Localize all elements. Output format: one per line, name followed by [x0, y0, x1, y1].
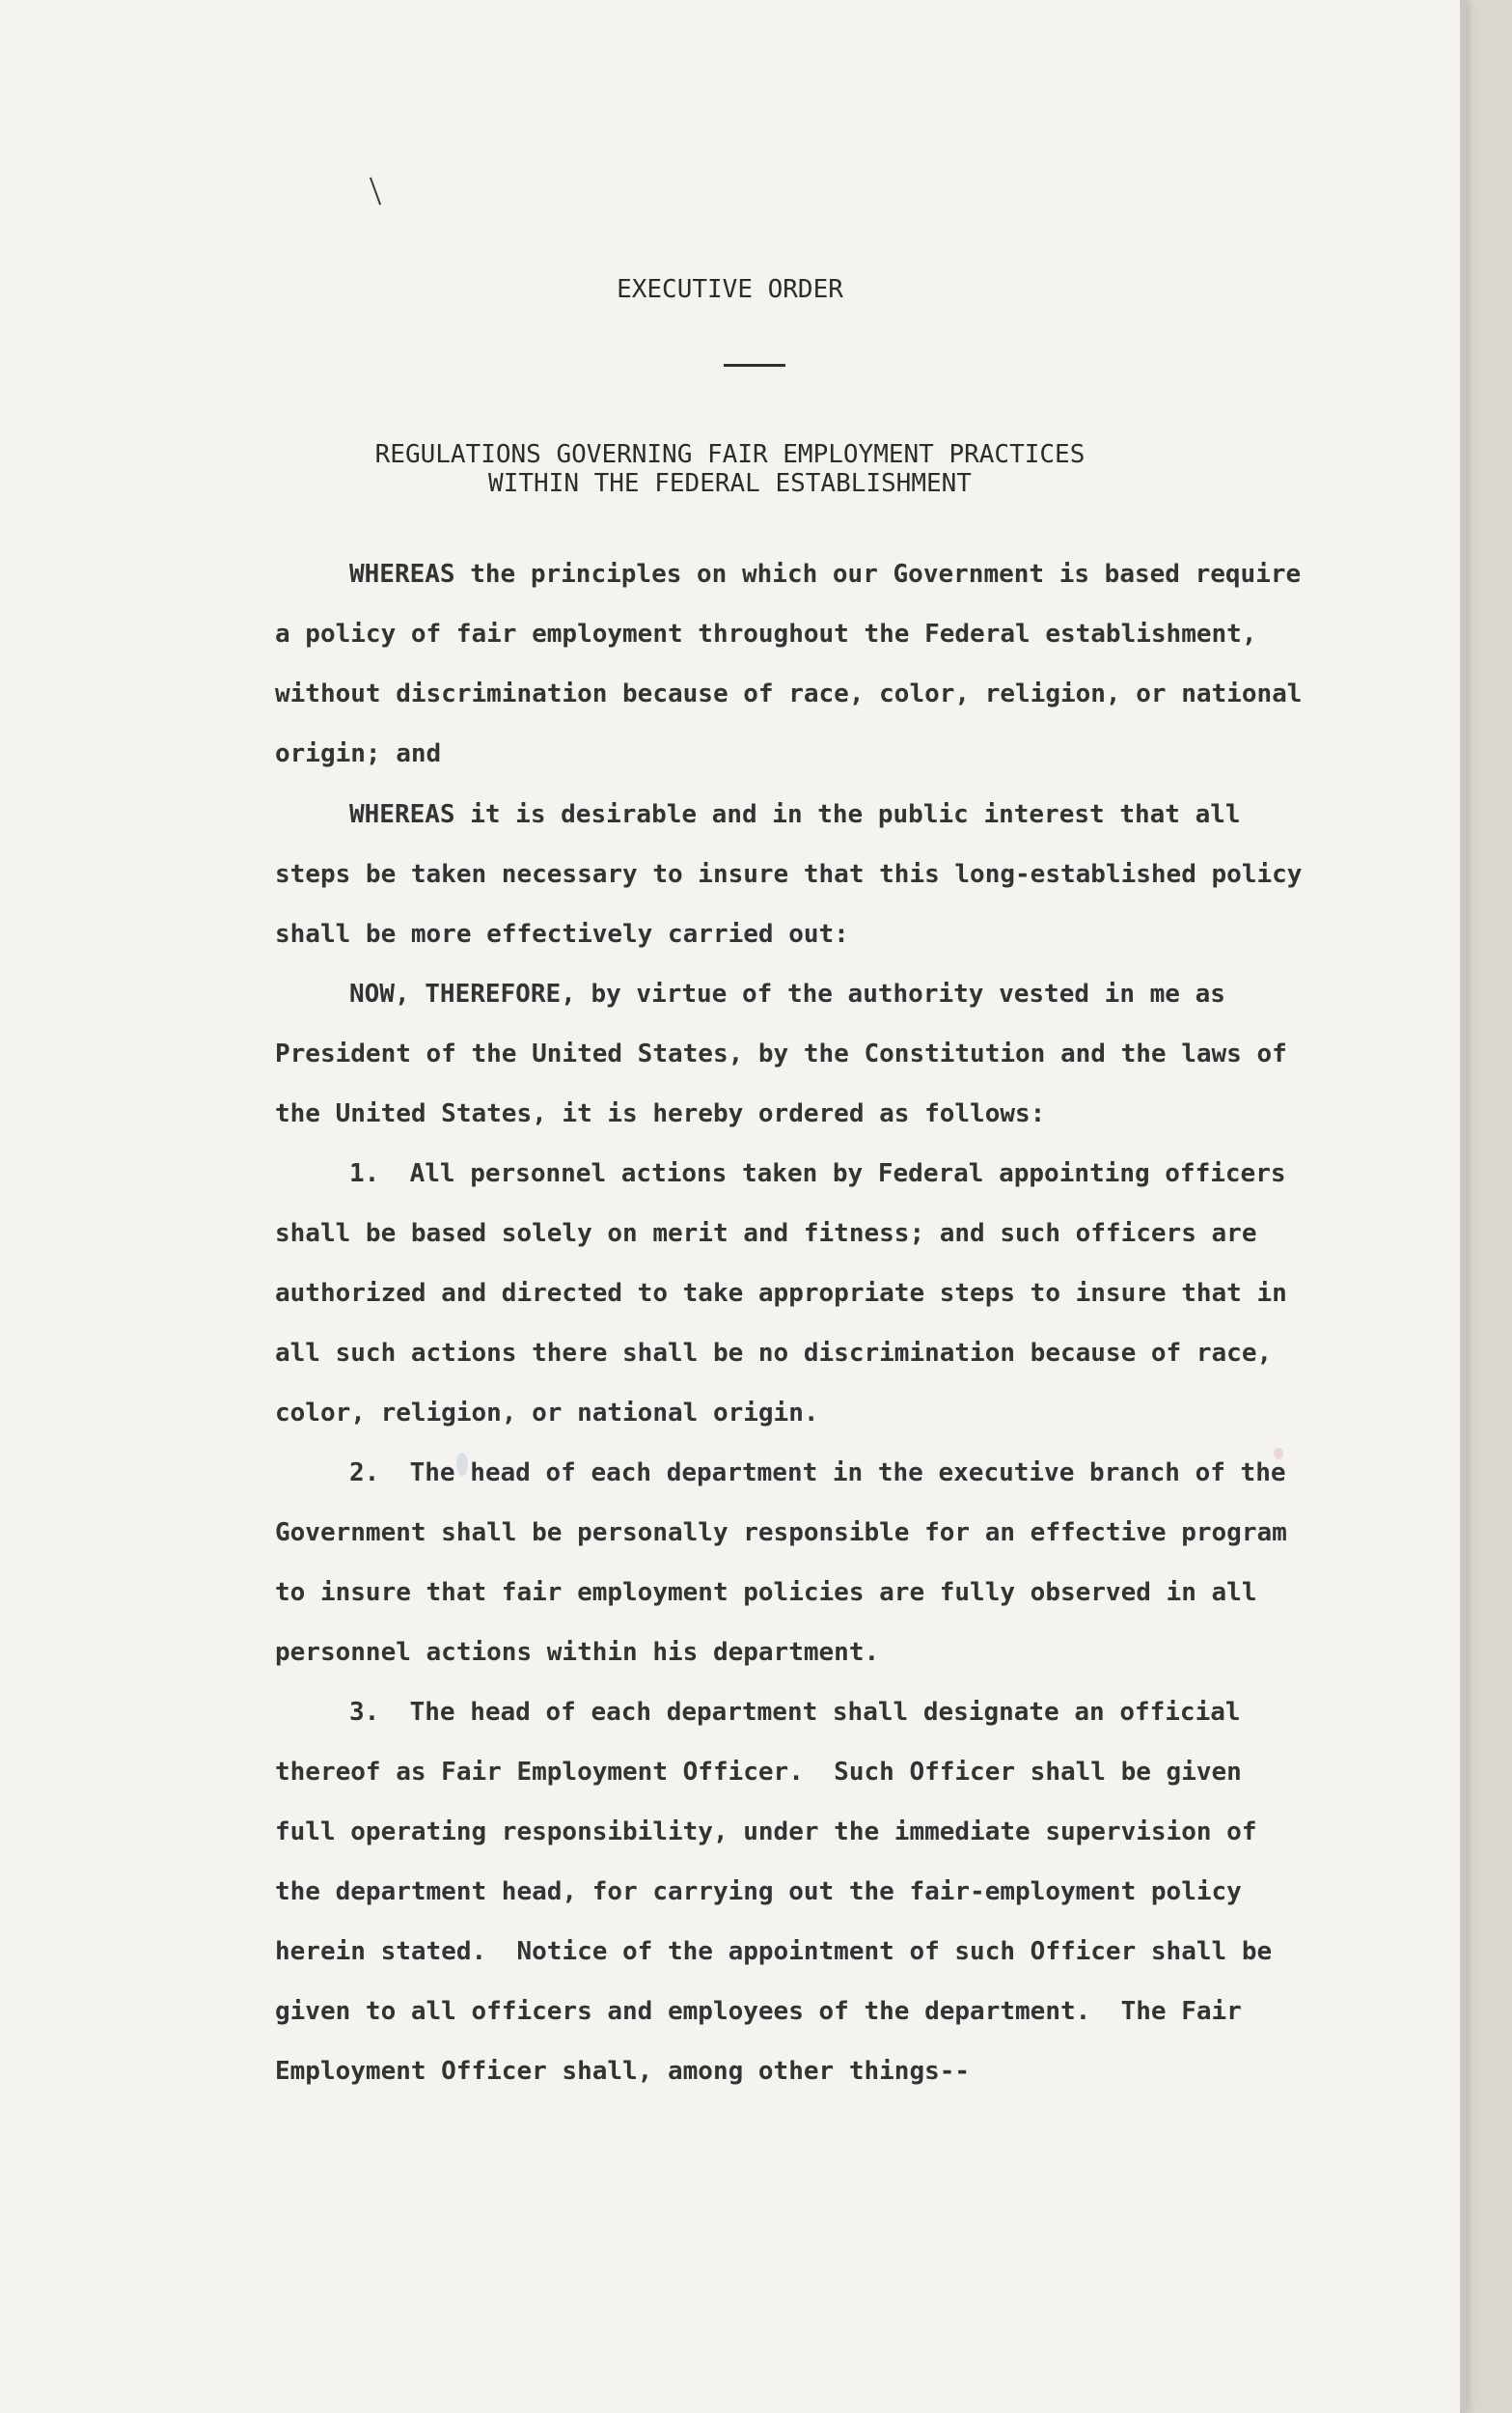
pencil-mark [370, 178, 381, 206]
document-subtitle-line-1: REGULATIONS GOVERNING FAIR EMPLOYMENT PRACTICES [374, 440, 1086, 469]
body-line: thereof as Fair Employment Officer. Such Officer shall be given [275, 1758, 1242, 1787]
body-line: the department head, for carrying out the fair-employment policy [275, 1877, 1242, 1906]
body-line: given to all officers and employees of the department. The Fair [275, 1997, 1242, 2026]
body-line: herein stated. Notice of the appointment of such Officer shall be [275, 1937, 1273, 1966]
body-line: NOW, THEREFORE, by virtue of the authority vested in me as [349, 980, 1225, 1009]
body-line: 2. The head of each department in the executive branch of the [349, 1458, 1286, 1487]
body-line: origin; and [275, 739, 442, 768]
body-line: all such actions there shall be no discrimination because of race, [275, 1339, 1273, 1368]
body-line: to insure that fair employment policies are fully observed in all [275, 1578, 1257, 1607]
body-line: color, religion, or national origin. [275, 1399, 819, 1428]
body-line: a policy of fair employment throughout the Federal establishment, [275, 620, 1257, 649]
body-line: 3. The head of each department shall designate an official [349, 1698, 1241, 1727]
title-underline [724, 364, 785, 367]
body-line: shall be based solely on merit and fitness; and such officers are [275, 1219, 1257, 1248]
body-line: President of the United States, by the Constitution and the laws of [275, 1040, 1287, 1068]
body-line: WHEREAS it is desirable and in the public interest that all [349, 800, 1241, 829]
body-line: authorized and directed to take appropriate steps to insure that in [275, 1279, 1287, 1308]
document-subtitle-line-2: WITHIN THE FEDERAL ESTABLISHMENT [488, 469, 972, 498]
document-title: EXECUTIVE ORDER [617, 275, 843, 304]
body-line: shall be more effectively carried out: [275, 920, 849, 949]
body-line: steps be taken necessary to insure that this long-established policy [275, 860, 1303, 889]
body-line: WHEREAS the principles on which our Government is based require [349, 560, 1302, 589]
body-line: 1. All personnel actions taken by Federal appointing officers [349, 1159, 1286, 1188]
body-line: the United States, it is hereby ordered as follows: [275, 1099, 1046, 1128]
body-line: full operating responsibility, under the immediate supervision of [275, 1817, 1257, 1846]
body-line: Employment Officer shall, among other things-- [275, 2057, 971, 2086]
body-line: personnel actions within his department. [275, 1638, 880, 1667]
body-line: Government shall be personally responsible for an effective program [275, 1518, 1287, 1547]
body-line: without discrimination because of race, color, religion, or national [275, 680, 1303, 708]
